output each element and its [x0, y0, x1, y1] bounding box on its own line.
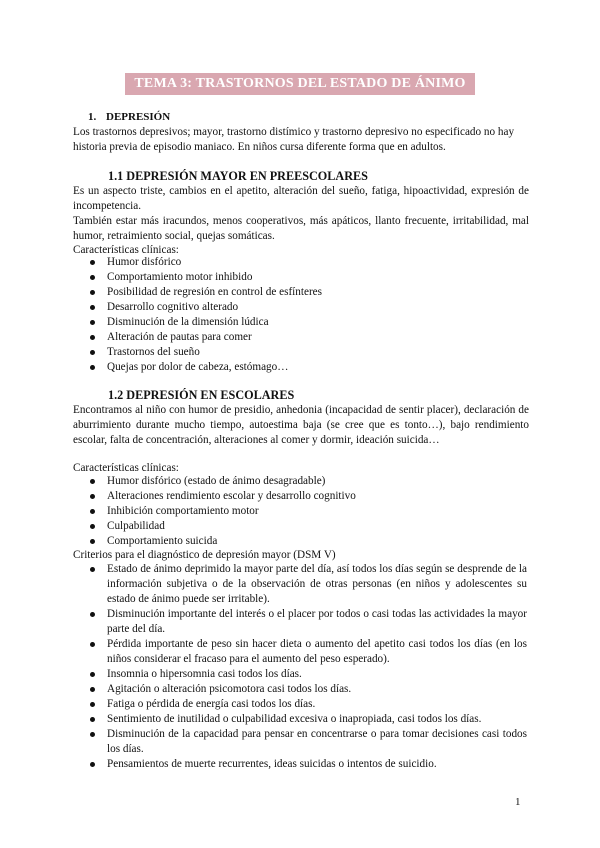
bullet-icon: [90, 509, 95, 514]
bullet-icon: [90, 762, 95, 767]
criteria-list: [73, 562, 529, 772]
bullet-icon: [90, 672, 95, 677]
preescolares-paragraph-2: También estar más iracundos, menos cooperativos, más apáticos, llanto frecuente, irritabilidad, mal humor, retraimiento social, quejas somáticas.: [73, 215, 529, 242]
criteria-label: Criterios para el diagnóstico de depresión mayor (DSM V): [73, 549, 336, 561]
list-item: Estado de ánimo deprimido la mayor parte del día, así todos los días según se desprende de la información subjetiva o de la observación de otras personas (en niños y adolescentes su estado de ánimo puede ser irritable).: [73, 562, 529, 607]
list-item: Insomnia o hipersomnia casi todos los días.: [73, 667, 529, 682]
bullet-icon: [90, 365, 95, 370]
escolares-clinical-list: [73, 474, 529, 549]
bullet-icon: [90, 687, 95, 692]
subsection-heading-preescolares: 1.1 DEPRESIÓN MAYOR EN PREESCOLARES: [108, 169, 368, 183]
list-item: Quejas por dolor de cabeza, estómago…: [73, 360, 529, 375]
bullet-icon: [90, 260, 95, 265]
list-item: Alteraciones rendimiento escolar y desarrollo cognitivo: [73, 489, 529, 504]
bullet-icon: [90, 567, 95, 572]
bullet-icon: [90, 290, 95, 295]
bullet-icon: [90, 539, 95, 544]
escolares-clinical-label: Características clínicas:: [73, 462, 179, 474]
list-item: Agitación o alteración psicomotora casi todos los días.: [73, 682, 529, 697]
escolares-paragraph-1: Encontramos al niño con humor de presidio, anhedonia (incapacidad de sentir placer), declaración de aburrimiento durante mucho tiempo, autoestima baja (se cree que es tonto…), bajo rendimiento escolar, falta de concentración, alteraciones al comer y dormir, ideación suicida…: [73, 404, 529, 446]
bullet-icon: [90, 494, 95, 499]
list-item: Humor disfórico: [73, 255, 529, 270]
list-item: Fatiga o pérdida de energía casi todos los días.: [73, 697, 529, 712]
list-item: Disminución importante del interés o el placer por todos o casi todas las actividades la mayor parte del día.: [73, 607, 529, 637]
bullet-icon: [90, 524, 95, 529]
page-number: 1: [515, 796, 521, 808]
bullet-icon: [90, 732, 95, 737]
list-item: Pérdida importante de peso sin hacer dieta o aumento del apetito casi todos los días (en los niños considerar el fracaso para el aumento del peso esperado).: [73, 637, 529, 667]
section-heading-depresion: [88, 111, 170, 123]
bullet-icon: [90, 479, 95, 484]
bullet-icon: [90, 612, 95, 617]
list-item: Inhibición comportamiento motor: [73, 504, 529, 519]
section-heading-text: DEPRESIÓN: [106, 111, 171, 123]
list-item: Trastornos del sueño: [73, 345, 529, 360]
list-item: Comportamiento suicida: [73, 534, 529, 549]
bullet-icon: [90, 702, 95, 707]
bullet-icon: [90, 335, 95, 340]
list-item: Pensamientos de muerte recurrentes, ideas suicidas o intentos de suicidio.: [73, 757, 529, 772]
list-item: Sentimiento de inutilidad o culpabilidad excesiva o inapropiada, casi todos los días.: [73, 712, 529, 727]
bullet-icon: [90, 717, 95, 722]
page-title: TEMA 3: TRASTORNOS DEL ESTADO DE ÁNIMO: [125, 73, 475, 95]
subsection-heading-escolares: 1.2 DEPRESIÓN EN ESCOLARES: [108, 388, 295, 402]
list-item: Culpabilidad: [73, 519, 529, 534]
section-number: 1.: [88, 111, 97, 123]
bullet-icon: [90, 320, 95, 325]
bullet-icon: [90, 642, 95, 647]
list-item: Posibilidad de regresión en control de esfínteres: [73, 285, 529, 300]
list-item: Disminución de la capacidad para pensar en concentrarse o para tomar decisiones casi todos los días.: [73, 727, 529, 757]
list-item: Disminución de la dimensión lúdica: [73, 315, 529, 330]
bullet-icon: [90, 350, 95, 355]
list-item: Alteración de pautas para comer: [73, 330, 529, 345]
bullet-icon: [90, 275, 95, 280]
preescolares-clinical-label: Características clínicas:: [73, 244, 179, 256]
preescolares-clinical-list: [73, 255, 529, 375]
list-item: Desarrollo cognitivo alterado: [73, 300, 529, 315]
list-item: Comportamiento motor inhibido: [73, 270, 529, 285]
section-intro: Los trastornos depresivos; mayor, trastorno distímico y trastorno depresivo no especificado no hay historia previa de episodio maniaco. En niños cursa diferente forma que en adultos.: [73, 126, 515, 153]
preescolares-paragraph-1: Es un aspecto triste, cambios en el apetito, alteración del sueño, fatiga, hipoactividad, expresión de incompetencia.: [73, 185, 529, 212]
list-item: Humor disfórico (estado de ánimo desagradable): [73, 474, 529, 489]
bullet-icon: [90, 305, 95, 310]
